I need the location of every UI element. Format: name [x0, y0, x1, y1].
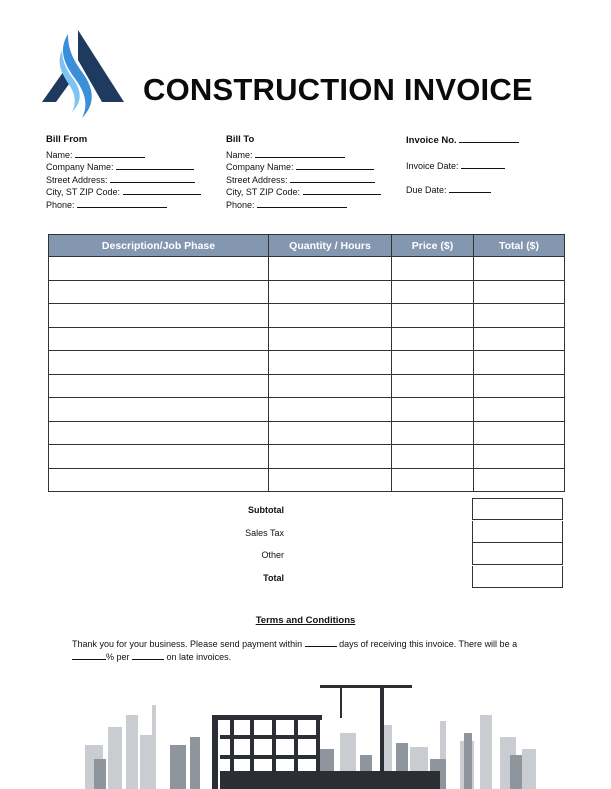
bill-to-name-field[interactable]: Name:: [226, 149, 381, 162]
table-row: [49, 304, 565, 328]
other-cell[interactable]: [472, 543, 563, 565]
quantity-cell[interactable]: [269, 351, 392, 375]
table-body: [49, 257, 565, 492]
column-description: Description/Job Phase: [49, 235, 269, 257]
price-cell[interactable]: [392, 445, 474, 469]
price-cell[interactable]: [392, 398, 474, 422]
description-cell[interactable]: [49, 421, 269, 445]
company-logo-icon: [42, 30, 124, 118]
terms-heading: Terms and Conditions: [255, 615, 356, 626]
total-cell[interactable]: [472, 566, 563, 588]
price-cell[interactable]: [392, 421, 474, 445]
invoice-no-field[interactable]: Invoice No.: [406, 134, 519, 147]
column-total: Total ($): [474, 235, 565, 257]
table-row: [49, 445, 565, 469]
price-cell[interactable]: [392, 280, 474, 304]
quantity-cell[interactable]: [269, 257, 392, 281]
column-price: Price ($): [392, 235, 474, 257]
table-row: [49, 257, 565, 281]
sales-tax-cell[interactable]: [472, 521, 563, 543]
table-row: [49, 374, 565, 398]
description-cell[interactable]: [49, 398, 269, 422]
bill-from-city-field[interactable]: City, ST ZIP Code:: [46, 186, 201, 199]
table-row: [49, 468, 565, 492]
bill-from-section: [46, 134, 201, 211]
bill-to-heading: Bill To: [226, 134, 255, 145]
table-row: [49, 280, 565, 304]
subtotal-label: Subtotal: [248, 505, 284, 515]
invoice-meta-section: [406, 134, 519, 209]
price-cell[interactable]: [392, 374, 474, 398]
quantity-cell[interactable]: [269, 374, 392, 398]
description-cell[interactable]: [49, 257, 269, 281]
bill-to-phone-field[interactable]: Phone:: [226, 199, 381, 212]
invoice-title: CONSTRUCTION INVOICE: [143, 72, 533, 107]
line-items-table: [48, 234, 565, 492]
total-cell[interactable]: [474, 398, 565, 422]
total-label: Total: [263, 572, 284, 583]
quantity-cell[interactable]: [269, 468, 392, 492]
bill-to-city-field[interactable]: City, ST ZIP Code:: [226, 186, 381, 199]
total-cell[interactable]: [474, 351, 565, 375]
bill-from-name-field[interactable]: Name:: [46, 149, 201, 162]
due-date-field[interactable]: Due Date:: [406, 184, 519, 197]
price-cell[interactable]: [392, 351, 474, 375]
description-cell[interactable]: [49, 445, 269, 469]
price-cell[interactable]: [392, 468, 474, 492]
quantity-cell[interactable]: [269, 327, 392, 351]
total-cell[interactable]: [474, 304, 565, 328]
quantity-cell[interactable]: [269, 304, 392, 328]
bill-to-section: [226, 134, 381, 211]
terms-text: Thank you for your business. Please send payment within days of receiving this invoice. There will be a % per on late invoices.: [72, 639, 518, 662]
table-row: [49, 351, 565, 375]
quantity-cell[interactable]: [269, 421, 392, 445]
total-cell[interactable]: [474, 257, 565, 281]
total-cell[interactable]: [474, 468, 565, 492]
bill-to-street-field[interactable]: Street Address:: [226, 174, 381, 187]
quantity-cell[interactable]: [269, 445, 392, 469]
total-cell[interactable]: [474, 374, 565, 398]
total-cell[interactable]: [474, 327, 565, 351]
price-cell[interactable]: [392, 327, 474, 351]
bill-from-street-field[interactable]: Street Address:: [46, 174, 201, 187]
city-skyline-illustration: [80, 675, 540, 789]
description-cell[interactable]: [49, 351, 269, 375]
subtotal-cell[interactable]: [472, 498, 563, 520]
quantity-cell[interactable]: [269, 398, 392, 422]
column-quantity: Quantity / Hours: [269, 235, 392, 257]
late-fee-period-field[interactable]: [132, 651, 164, 660]
bill-from-company-field[interactable]: Company Name:: [46, 161, 201, 174]
bill-from-phone-field[interactable]: Phone:: [46, 199, 201, 212]
invoice-date-field[interactable]: Invoice Date:: [406, 160, 519, 173]
total-cell[interactable]: [474, 280, 565, 304]
bill-to-company-field[interactable]: Company Name:: [226, 161, 381, 174]
table-row: [49, 421, 565, 445]
description-cell[interactable]: [49, 327, 269, 351]
description-cell[interactable]: [49, 468, 269, 492]
table-row: [49, 398, 565, 422]
total-cell[interactable]: [474, 445, 565, 469]
sales-tax-label: Sales Tax: [245, 527, 284, 538]
description-cell[interactable]: [49, 374, 269, 398]
table-row: [49, 327, 565, 351]
bill-from-heading: Bill From: [46, 134, 88, 145]
other-label: Other: [261, 550, 284, 560]
quantity-cell[interactable]: [269, 280, 392, 304]
description-cell[interactable]: [49, 280, 269, 304]
description-cell[interactable]: [49, 304, 269, 328]
late-fee-percent-field[interactable]: [72, 651, 106, 660]
price-cell[interactable]: [392, 304, 474, 328]
price-cell[interactable]: [392, 257, 474, 281]
total-cell[interactable]: [474, 421, 565, 445]
payment-days-field[interactable]: [305, 638, 337, 647]
table-header-row: [49, 235, 565, 257]
